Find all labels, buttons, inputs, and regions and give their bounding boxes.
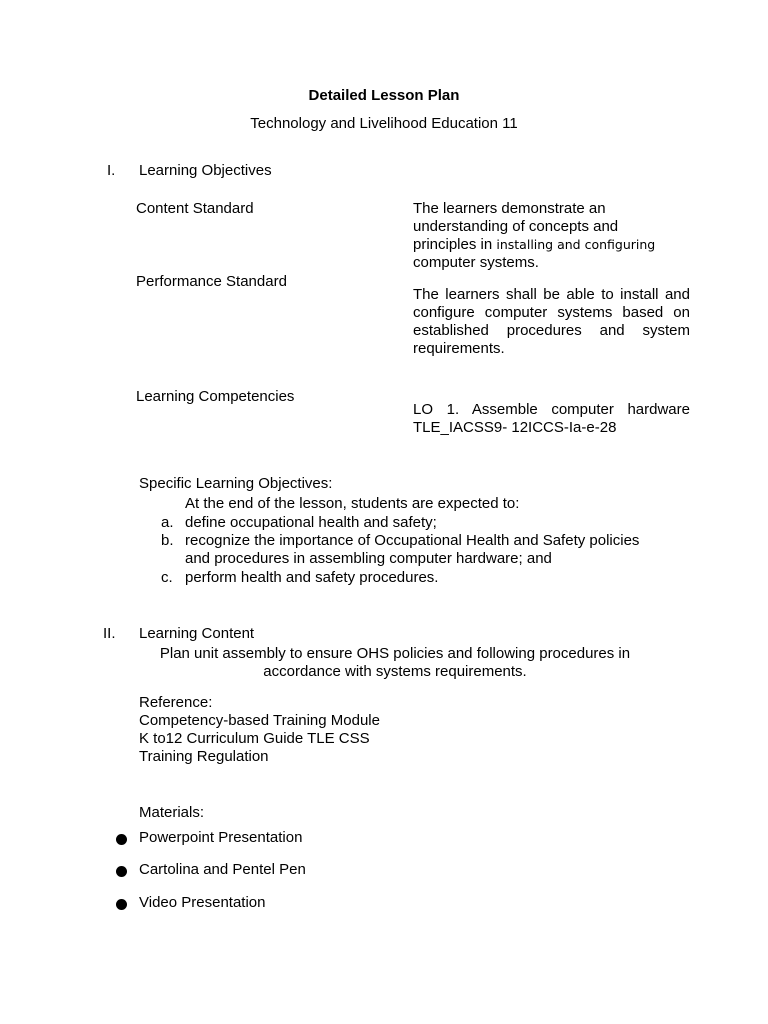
objective-item: recognize the importance of Occupational Health and Safety policies	[185, 532, 640, 549]
objective-marker: a.	[161, 514, 174, 531]
section-1-heading: Learning Objectives	[139, 162, 272, 179]
section-2-number: II.	[103, 625, 116, 642]
reference-item: K to12 Curriculum Guide TLE CSS	[139, 730, 370, 747]
performance-standard-line: The learners shall be able to install and	[413, 286, 690, 303]
objective-item-continued: and procedures in assembling computer hardware; and	[185, 550, 552, 567]
bullet-icon	[116, 899, 127, 910]
section-1-number: I.	[107, 162, 116, 179]
content-standard-line	[413, 236, 690, 254]
content-standard-line-part: principles in	[413, 236, 497, 253]
material-item: Cartolina and Pentel Pen	[139, 861, 306, 878]
performance-standard-line: established procedures and system	[413, 322, 690, 339]
objective-item: define occupational health and safety;	[185, 514, 437, 531]
bullet-icon	[116, 834, 127, 845]
learning-content-line: accordance with systems requirements.	[263, 663, 527, 680]
learning-competencies-label: Learning Competencies	[136, 388, 295, 405]
learning-competencies-line: LO 1. Assemble computer hardware	[413, 401, 690, 418]
reference-heading: Reference:	[139, 694, 213, 711]
content-standard-line-part: installing and configuring	[496, 237, 656, 252]
document-subtitle: Technology and Livelihood Education 11	[250, 115, 518, 132]
content-standard-label: Content Standard	[136, 200, 254, 217]
material-item: Powerpoint Presentation	[139, 829, 303, 846]
content-standard-line: The learners demonstrate an	[413, 200, 606, 217]
content-standard-text	[413, 200, 690, 272]
objective-item: perform health and safety procedures.	[185, 569, 439, 586]
learning-content-text	[100, 645, 690, 681]
specific-objectives-intro: At the end of the lesson, students are expected to:	[185, 495, 520, 512]
specific-objectives-heading: Specific Learning Objectives:	[139, 475, 333, 492]
reference-item: Training Regulation	[139, 748, 269, 765]
content-standard-line: computer systems.	[413, 254, 539, 271]
content-standard-line: understanding of concepts and	[413, 218, 619, 235]
reference-item: Competency-based Training Module	[139, 712, 380, 729]
performance-standard-label: Performance Standard	[136, 273, 287, 290]
learning-competencies-text	[413, 401, 690, 437]
objective-marker: b.	[161, 532, 174, 549]
document-title: Detailed Lesson Plan	[308, 87, 460, 104]
learning-competencies-line: TLE_IACSS9- 12ICCS-Ia-e-28	[413, 419, 617, 436]
performance-standard-line: requirements.	[413, 340, 505, 357]
performance-standard-line: configure computer systems based on	[413, 304, 690, 321]
performance-standard-text	[413, 286, 690, 358]
material-item: Video Presentation	[139, 894, 266, 911]
learning-content-line: Plan unit assembly to ensure OHS policies and following procedures in	[159, 645, 631, 662]
section-2-heading: Learning Content	[139, 625, 255, 642]
bullet-icon	[116, 866, 127, 877]
materials-heading: Materials:	[139, 804, 205, 821]
objective-marker: c.	[161, 569, 173, 586]
